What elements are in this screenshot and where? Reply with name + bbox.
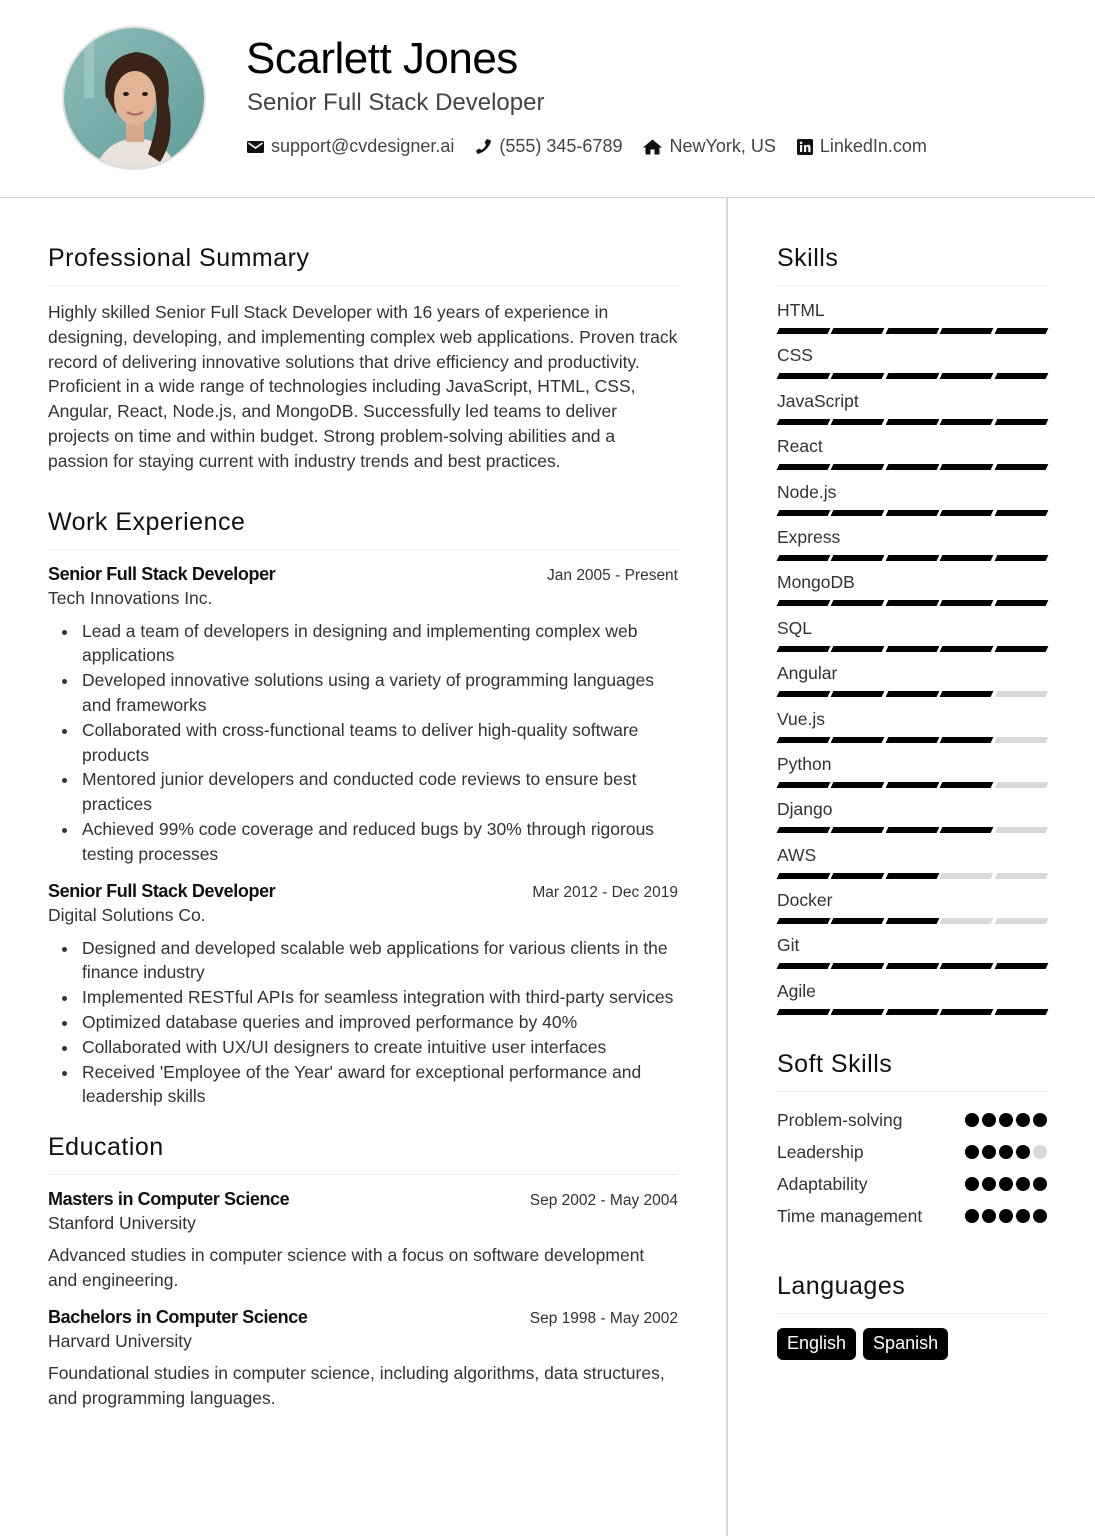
- level-segment-filled: [777, 963, 831, 969]
- skill-level-bar: [777, 873, 1047, 879]
- level-segment-filled: [777, 373, 831, 379]
- job-bullet: Optimized database queries and improved performance by 40%: [48, 1010, 678, 1035]
- rating-dot-filled: [1033, 1209, 1047, 1223]
- skill-name: SQL: [777, 617, 813, 638]
- language-badge: Spanish: [863, 1328, 948, 1360]
- level-segment-filled: [831, 464, 885, 470]
- level-segment-filled: [831, 600, 885, 606]
- level-segment-filled: [777, 510, 831, 516]
- contact-linkedin[interactable]: [797, 136, 927, 157]
- experience-section: [48, 508, 678, 1110]
- candidate-title: Senior Full Stack Developer: [247, 89, 545, 116]
- skill-name: MongoDB: [777, 572, 855, 593]
- level-segment-filled: [940, 510, 994, 516]
- level-segment-empty: [940, 918, 994, 924]
- level-segment-filled: [831, 963, 885, 969]
- skill-item: [777, 527, 1047, 572]
- level-segment-filled: [885, 1009, 939, 1015]
- skill-item: [777, 482, 1047, 527]
- job-company: Digital Solutions Co.: [48, 904, 206, 925]
- soft-skill-rating: [965, 1204, 1047, 1228]
- rating-dot-filled: [1016, 1145, 1030, 1159]
- skill-item: [777, 300, 1047, 345]
- level-segment-filled: [994, 555, 1048, 561]
- skill-level-bar: [777, 600, 1047, 606]
- level-segment-filled: [940, 419, 994, 425]
- job-bullets: [48, 619, 678, 867]
- rating-dot-filled: [1016, 1209, 1030, 1223]
- skill-name: Express: [777, 526, 841, 547]
- languages-section: [777, 1272, 1047, 1360]
- skill-item: [777, 345, 1047, 390]
- rating-dot-filled: [999, 1145, 1013, 1159]
- level-segment-filled: [831, 691, 885, 697]
- skill-item: [777, 436, 1047, 481]
- skill-level-bar: [777, 555, 1047, 561]
- column-divider: [726, 198, 728, 1536]
- skill-name: JavaScript: [777, 390, 859, 411]
- section-title: Professional Summary: [48, 244, 678, 286]
- skill-name: Vue.js: [777, 708, 825, 729]
- level-segment-filled: [777, 646, 831, 652]
- level-segment-filled: [831, 782, 885, 788]
- level-segment-empty: [994, 827, 1048, 833]
- education-entry: [48, 1189, 678, 1293]
- skill-item: [777, 572, 1047, 617]
- level-segment-filled: [940, 827, 994, 833]
- level-segment-filled: [885, 646, 939, 652]
- rating-dot-filled: [965, 1145, 979, 1159]
- level-segment-filled: [940, 963, 994, 969]
- job-entry: [48, 564, 678, 867]
- skill-name: HTML: [777, 300, 825, 320]
- skill-level-bar: [777, 1009, 1047, 1015]
- job-company: Tech Innovations Inc.: [48, 587, 213, 608]
- linkedin-icon: [797, 139, 813, 155]
- level-segment-filled: [777, 464, 831, 470]
- level-segment-filled: [885, 555, 939, 561]
- level-segment-empty: [994, 737, 1048, 743]
- soft-skill-list: [777, 1108, 1047, 1228]
- contact-email-text: support@cvdesigner.ai: [271, 136, 455, 156]
- level-segment-filled: [885, 510, 939, 516]
- level-segment-filled: [777, 419, 831, 425]
- education-list: [48, 1189, 678, 1411]
- rating-dot-filled: [1033, 1113, 1047, 1127]
- job-role: Senior Full Stack Developer: [48, 563, 276, 584]
- section-title: Work Experience: [48, 508, 678, 550]
- education-date: Sep 1998 - May 2002: [529, 1310, 678, 1328]
- level-segment-filled: [831, 419, 885, 425]
- job-bullet: Designed and developed scalable web applications for various clients in the finance industry: [48, 936, 678, 986]
- level-segment-filled: [885, 918, 939, 924]
- level-segment-filled: [940, 782, 994, 788]
- summary-text: Highly skilled Senior Full Stack Developer with 16 years of experience in designing, developing, and implementing complex web applications. Proven track record of delivering innovative solutions that drive efficiency and productivity. Proficient in a wide range of technologies including JavaScript, HTML, CSS, Angular, React, Node.js, and MongoDB. Successfully led teams to deliver projects on time and within budget. Strong problem-solving abilities and a passion for staying current with industry trends and best practices.: [48, 302, 678, 471]
- rating-dot-filled: [965, 1177, 979, 1191]
- education-section: [48, 1133, 678, 1411]
- level-segment-filled: [940, 1009, 994, 1015]
- soft-skill-rating: [965, 1140, 1047, 1164]
- level-segment-filled: [831, 827, 885, 833]
- contact-linkedin-text: LinkedIn.com: [819, 136, 927, 156]
- skill-name: Docker: [777, 890, 833, 911]
- skill-level-bar: [777, 782, 1047, 788]
- candidate-name: Scarlett Jones: [246, 34, 518, 83]
- level-segment-filled: [885, 419, 939, 425]
- soft-skill-name: Adaptability: [777, 1174, 868, 1195]
- level-segment-filled: [885, 873, 939, 879]
- job-date: Mar 2012 - Dec 2019: [532, 883, 678, 901]
- skill-name: Agile: [777, 980, 816, 1001]
- skill-item: [777, 845, 1047, 890]
- contact-phone-text: (555) 345-6789: [499, 136, 623, 156]
- main-column: [48, 198, 678, 1425]
- level-segment-filled: [940, 737, 994, 743]
- skill-name: Angular: [777, 663, 838, 684]
- skill-level-bar: [777, 691, 1047, 697]
- skill-level-bar: [777, 419, 1047, 425]
- education-description: Foundational studies in computer science, including algorithms, data structures, and programming languages.: [48, 1363, 665, 1409]
- skill-level-bar: [777, 464, 1047, 470]
- section-title: Skills: [777, 244, 1047, 286]
- level-segment-empty: [994, 918, 1048, 924]
- skill-item: [777, 799, 1047, 844]
- skill-level-bar: [777, 963, 1047, 969]
- skill-name: AWS: [777, 844, 817, 865]
- soft-skill-item: [777, 1172, 1047, 1196]
- level-segment-filled: [994, 1009, 1048, 1015]
- level-segment-filled: [777, 600, 831, 606]
- level-segment-filled: [940, 328, 994, 334]
- job-header: [48, 881, 678, 902]
- level-segment-filled: [885, 328, 939, 334]
- soft-skill-name: Leadership: [777, 1142, 864, 1163]
- skill-level-bar: [777, 918, 1047, 924]
- job-bullet: Implemented RESTful APIs for seamless integration with third-party services: [48, 985, 678, 1010]
- skill-name: CSS: [777, 345, 813, 366]
- education-entry: [48, 1307, 678, 1411]
- level-segment-filled: [777, 691, 831, 697]
- level-segment-filled: [777, 827, 831, 833]
- skills-section: [777, 244, 1047, 1026]
- level-segment-filled: [994, 373, 1048, 379]
- job-bullet: Lead a team of developers in designing and implementing complex web applications: [48, 619, 678, 669]
- rating-dot-filled: [999, 1113, 1013, 1127]
- school: Stanford University: [48, 1213, 196, 1234]
- level-segment-filled: [994, 600, 1048, 606]
- skill-name: Python: [777, 753, 832, 774]
- contact-phone[interactable]: [475, 136, 622, 157]
- rating-dot-filled: [1016, 1177, 1030, 1191]
- level-segment-filled: [940, 600, 994, 606]
- level-segment-filled: [940, 555, 994, 561]
- rating-dot-filled: [1016, 1113, 1030, 1127]
- rating-dot-filled: [982, 1145, 996, 1159]
- rating-dot-filled: [965, 1113, 979, 1127]
- contact-location-text: NewYork, US: [669, 136, 776, 156]
- level-segment-filled: [831, 918, 885, 924]
- level-segment-filled: [831, 1009, 885, 1015]
- skill-name: Git: [777, 935, 800, 956]
- skill-item: [777, 754, 1047, 799]
- level-segment-filled: [777, 782, 831, 788]
- level-segment-filled: [994, 646, 1048, 652]
- skill-item: [777, 391, 1047, 436]
- rating-dot-empty: [1033, 1145, 1047, 1159]
- education-header: [48, 1307, 678, 1328]
- education-description: Advanced studies in computer science with a focus on software development and engineering.: [48, 1245, 645, 1291]
- level-segment-filled: [777, 737, 831, 743]
- level-segment-filled: [831, 373, 885, 379]
- level-segment-empty: [994, 782, 1048, 788]
- level-segment-filled: [777, 1009, 831, 1015]
- summary-section: [48, 244, 678, 474]
- home-icon: [643, 139, 662, 155]
- level-segment-filled: [831, 873, 885, 879]
- level-segment-filled: [777, 555, 831, 561]
- level-segment-filled: [994, 419, 1048, 425]
- skill-name: React: [777, 436, 823, 457]
- level-segment-filled: [994, 510, 1048, 516]
- level-segment-filled: [940, 691, 994, 697]
- skill-item: [777, 663, 1047, 708]
- level-segment-filled: [994, 464, 1048, 470]
- rating-dot-filled: [999, 1177, 1013, 1191]
- level-segment-empty: [940, 873, 994, 879]
- skill-level-bar: [777, 510, 1047, 516]
- job-bullet: Developed innovative solutions using a variety of programming languages and frameworks: [48, 668, 678, 718]
- level-segment-filled: [940, 373, 994, 379]
- skill-list: [777, 300, 1047, 1026]
- job-bullet: Achieved 99% code coverage and reduced bugs by 30% through rigorous testing processes: [48, 817, 678, 867]
- education-header: [48, 1189, 678, 1210]
- section-title: Soft Skills: [777, 1050, 1047, 1092]
- envelope-icon: [247, 140, 264, 154]
- skill-name: Node.js: [777, 481, 837, 502]
- rating-dot-filled: [982, 1177, 996, 1191]
- contact-location: [643, 136, 775, 157]
- level-segment-filled: [831, 646, 885, 652]
- level-segment-filled: [885, 827, 939, 833]
- skill-level-bar: [777, 373, 1047, 379]
- level-segment-filled: [885, 963, 939, 969]
- skill-name: Django: [777, 799, 833, 820]
- rating-dot-filled: [1033, 1177, 1047, 1191]
- level-segment-filled: [940, 646, 994, 652]
- rating-dot-filled: [965, 1209, 979, 1223]
- section-title: Education: [48, 1133, 678, 1175]
- level-segment-filled: [940, 464, 994, 470]
- education-date: Sep 2002 - May 2004: [529, 1192, 678, 1210]
- level-segment-filled: [885, 691, 939, 697]
- profile-photo: [64, 28, 206, 170]
- skill-item: [777, 935, 1047, 980]
- job-bullets: [48, 936, 678, 1110]
- skill-item: [777, 709, 1047, 754]
- rating-dot-filled: [982, 1209, 996, 1223]
- job-role: Senior Full Stack Developer: [48, 880, 276, 901]
- job-bullet: Collaborated with UX/UI designers to create intuitive user interfaces: [48, 1035, 678, 1060]
- job-bullet: Mentored junior developers and conducted code reviews to ensure best practices: [48, 767, 678, 817]
- level-segment-filled: [994, 963, 1048, 969]
- skill-level-bar: [777, 827, 1047, 833]
- soft-skill-name: Time management: [777, 1206, 923, 1227]
- skill-level-bar: [777, 646, 1047, 652]
- level-segment-filled: [777, 328, 831, 334]
- level-segment-empty: [994, 691, 1048, 697]
- language-list: [777, 1328, 1047, 1360]
- skill-item: [777, 981, 1047, 1026]
- language-badge: English: [777, 1328, 856, 1360]
- level-segment-filled: [831, 510, 885, 516]
- level-segment-filled: [885, 737, 939, 743]
- degree: Bachelors in Computer Science: [48, 1307, 308, 1328]
- soft-skill-name: Problem-solving: [777, 1110, 903, 1131]
- school: Harvard University: [48, 1331, 192, 1352]
- skill-level-bar: [777, 328, 1047, 334]
- avatar: [62, 26, 206, 170]
- soft-skill-rating: [965, 1172, 1047, 1196]
- section-title: Languages: [777, 1272, 1047, 1314]
- soft-skill-item: [777, 1140, 1047, 1164]
- job-entry: [48, 881, 678, 1110]
- job-date: Jan 2005 - Present: [547, 566, 678, 584]
- level-segment-filled: [885, 464, 939, 470]
- job-bullet: Collaborated with cross-functional teams to deliver high-quality software products: [48, 718, 678, 768]
- rating-dot-filled: [999, 1209, 1013, 1223]
- job-bullet: Received 'Employee of the Year' award for exceptional performance and leadership skills: [48, 1060, 678, 1110]
- soft-skill-item: [777, 1204, 1047, 1228]
- level-segment-filled: [885, 373, 939, 379]
- skill-item: [777, 618, 1047, 663]
- level-segment-filled: [777, 873, 831, 879]
- job-header: [48, 564, 678, 585]
- level-segment-filled: [777, 918, 831, 924]
- soft-skill-rating: [965, 1108, 1047, 1132]
- soft-skill-item: [777, 1108, 1047, 1132]
- level-segment-filled: [831, 328, 885, 334]
- phone-icon: [475, 138, 492, 155]
- job-list: [48, 564, 678, 1110]
- skill-level-bar: [777, 737, 1047, 743]
- contact-email[interactable]: [247, 136, 454, 157]
- level-segment-filled: [831, 555, 885, 561]
- level-segment-filled: [885, 782, 939, 788]
- level-segment-filled: [994, 328, 1048, 334]
- level-segment-filled: [885, 600, 939, 606]
- skill-item: [777, 890, 1047, 935]
- level-segment-empty: [994, 873, 1048, 879]
- rating-dot-filled: [982, 1113, 996, 1127]
- resume-header: [0, 0, 1095, 198]
- level-segment-filled: [831, 737, 885, 743]
- soft-skills-section: [777, 1050, 1047, 1228]
- contact-bar: [247, 136, 948, 157]
- degree: Masters in Computer Science: [48, 1189, 290, 1210]
- sidebar-column: [777, 198, 1047, 1360]
